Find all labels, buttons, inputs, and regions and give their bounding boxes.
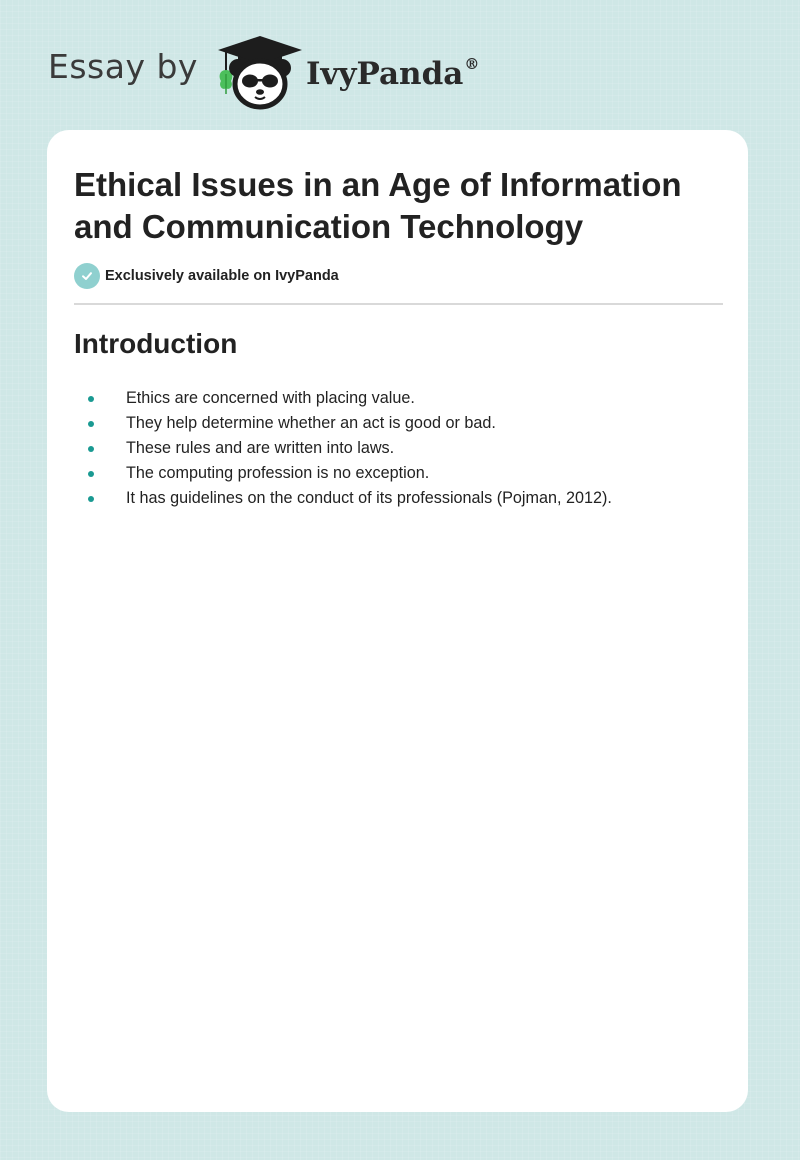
list-item: Ethics are concerned with placing value. xyxy=(87,386,612,411)
bullet-icon xyxy=(88,496,94,502)
bullet-icon xyxy=(88,446,94,452)
bullet-icon xyxy=(88,471,94,477)
essay-by-label: Essay by xyxy=(48,46,198,86)
list-item: They help determine whether an act is good or bad. xyxy=(87,411,612,436)
panda-graduate-icon xyxy=(216,34,304,110)
site-header xyxy=(48,34,479,110)
availability-label: Exclusively available on IvyPanda xyxy=(105,268,339,284)
bullet-list xyxy=(87,386,612,511)
list-item: It has guidelines on the conduct of its professionals (Pojman, 2012). xyxy=(87,486,612,511)
exclusive-badge xyxy=(74,263,339,289)
essay-title: Ethical Issues in an Age of Information and Communication Technology xyxy=(74,166,682,245)
bullet-icon xyxy=(88,421,94,427)
bullet-icon xyxy=(88,396,94,402)
divider xyxy=(74,303,723,305)
list-item: These rules and are written into laws. xyxy=(87,436,612,461)
check-icon xyxy=(74,263,100,289)
brand-name: IvyPanda® xyxy=(305,54,480,92)
essay-card xyxy=(47,130,748,1112)
section-heading-introduction: Introduction xyxy=(74,328,238,359)
list-item: The computing profession is no exception. xyxy=(87,461,612,486)
registered-mark: ® xyxy=(464,54,480,73)
